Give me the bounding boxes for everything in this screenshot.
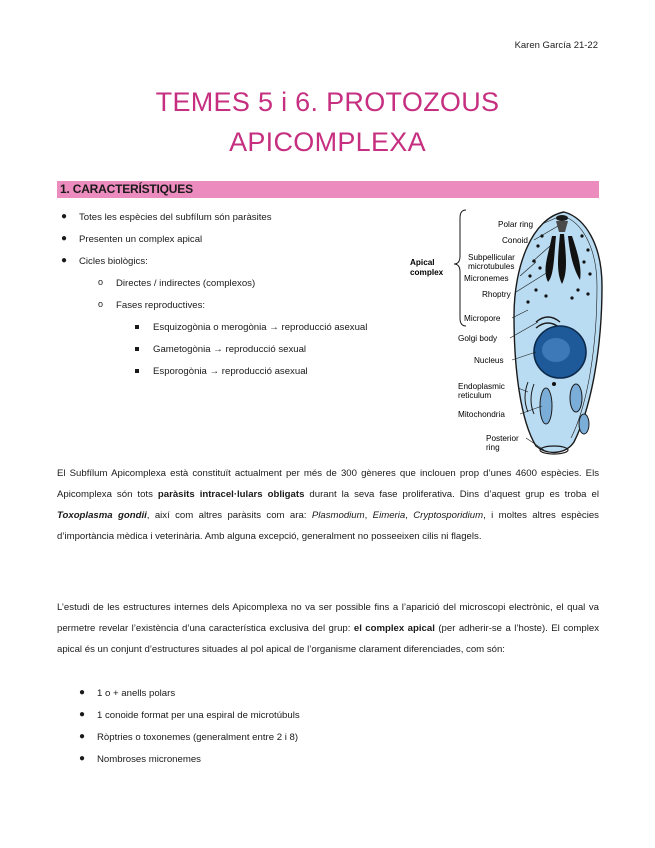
square-bullet-icon — [135, 347, 139, 351]
list-item: o Fases reproductives: — [98, 299, 206, 311]
title-line-2: APICOMPLEXA — [229, 127, 426, 157]
list-item: ● Cicles biològics: — [61, 255, 148, 267]
bullet-icon: ● — [61, 255, 68, 266]
list-item: ● Ròptries o toxonemes (generalment entre 2 i 8) — [79, 731, 299, 743]
mitochondrion-shape — [570, 384, 582, 412]
rhoptry-label: Rhoptry — [482, 290, 511, 299]
apical-label: Apical — [410, 258, 435, 267]
mitochondria-label: Mitochondria — [458, 410, 505, 419]
er-label-2: reticulum — [458, 391, 492, 400]
apicomplexa-diagram — [402, 206, 610, 458]
list-item: Esporogònia → reproducció asexual — [153, 366, 308, 377]
apical-bracket — [454, 210, 466, 326]
nucleolus-shape — [542, 338, 570, 362]
nucleus-label: Nucleus — [474, 356, 504, 365]
title-line-1: TEMES 5 i 6. PROTOZOUS — [155, 87, 500, 117]
bullet-icon: ● — [79, 731, 86, 742]
list-item: Esquizogònia o merogònia → reproducció asexual — [153, 322, 367, 333]
subpellicular-label-1: Subpellicular — [468, 253, 515, 262]
complex-label: complex — [410, 268, 444, 277]
paragraph-apical-complex: L’estudi de les estructures internes dels Apicomplexa no va ser possible fins a l’aparició del microscopi electrònic, el qual va permetre revelar l’existència d’una característica exclusiva del grup: el complex apical (per adherir-se a l’hoste). El complex apical és un conjunt d’estructures situades al pol apical de l’organisme clarament diferenciades, com són: — [57, 602, 599, 655]
bullet-icon: ● — [61, 211, 68, 222]
list-item: ● 1 o + anells polars — [79, 687, 176, 699]
page-title — [0, 82, 655, 162]
list-item: Gametogònia → reproducció sexual — [153, 344, 306, 355]
er-label-1: Endoplasmic — [458, 382, 505, 391]
bullet-icon: ● — [61, 233, 68, 244]
posterior-label-1: Posterior — [486, 434, 519, 443]
bullet-icon: ● — [79, 709, 86, 720]
subpellicular-label-2: microtubules — [468, 262, 515, 271]
author-header: Karen García 21-22 — [514, 40, 598, 51]
list-item: ● Totes les espècies del subfílum són paràsites — [61, 211, 272, 223]
square-bullet-icon — [135, 369, 139, 373]
apicomplexa-cell-illustration — [402, 206, 610, 458]
mitochondrion-shape — [579, 414, 589, 434]
golgi-label: Golgi body — [458, 334, 498, 343]
bullet-icon: ● — [79, 687, 86, 698]
posterior-label-2: ring — [486, 443, 500, 452]
circle-bullet-icon: o — [98, 277, 104, 287]
conoid-label: Conoid — [502, 236, 528, 245]
list-item: o Directes / indirectes (complexos) — [98, 277, 256, 289]
polar-ring-shape — [556, 215, 568, 221]
polar-ring-label: Polar ring — [498, 220, 534, 229]
list-item: ● Nombroses micronemes — [79, 753, 201, 765]
section-heading: 1. CARACTERÍSTIQUES — [60, 182, 193, 196]
circle-bullet-icon: o — [98, 299, 104, 309]
bullet-icon: ● — [79, 753, 86, 764]
section-heading-bar — [57, 181, 599, 198]
micropore-label: Micropore — [464, 314, 501, 323]
organelle-dot — [552, 382, 556, 386]
micronemes-label: Micronemes — [464, 274, 509, 283]
list-item: ● 1 conoide format per una espiral de microtúbuls — [79, 709, 300, 721]
square-bullet-icon — [135, 325, 139, 329]
paragraph-intro: El Subfílum Apicomplexa està constituït actualment per més de 300 gèneres que inclouen prop d’unes 4600 espècies. Els Apicomplexa són tots paràsits intracel·lulars obligats durant la seva fase proliferativa. Dins d’aquest grup es troba el Toxoplasma gondii, així com altres paràsits com ara: Plasmodium, Eimeria, Cryptosporidium, i moltes altres espècies d’importància mèdica i veterinària. Amb alguna excepció, generalment no posseeixen cilis ni flagels. — [57, 468, 599, 542]
list-item: ● Presenten un complex apical — [61, 233, 203, 245]
